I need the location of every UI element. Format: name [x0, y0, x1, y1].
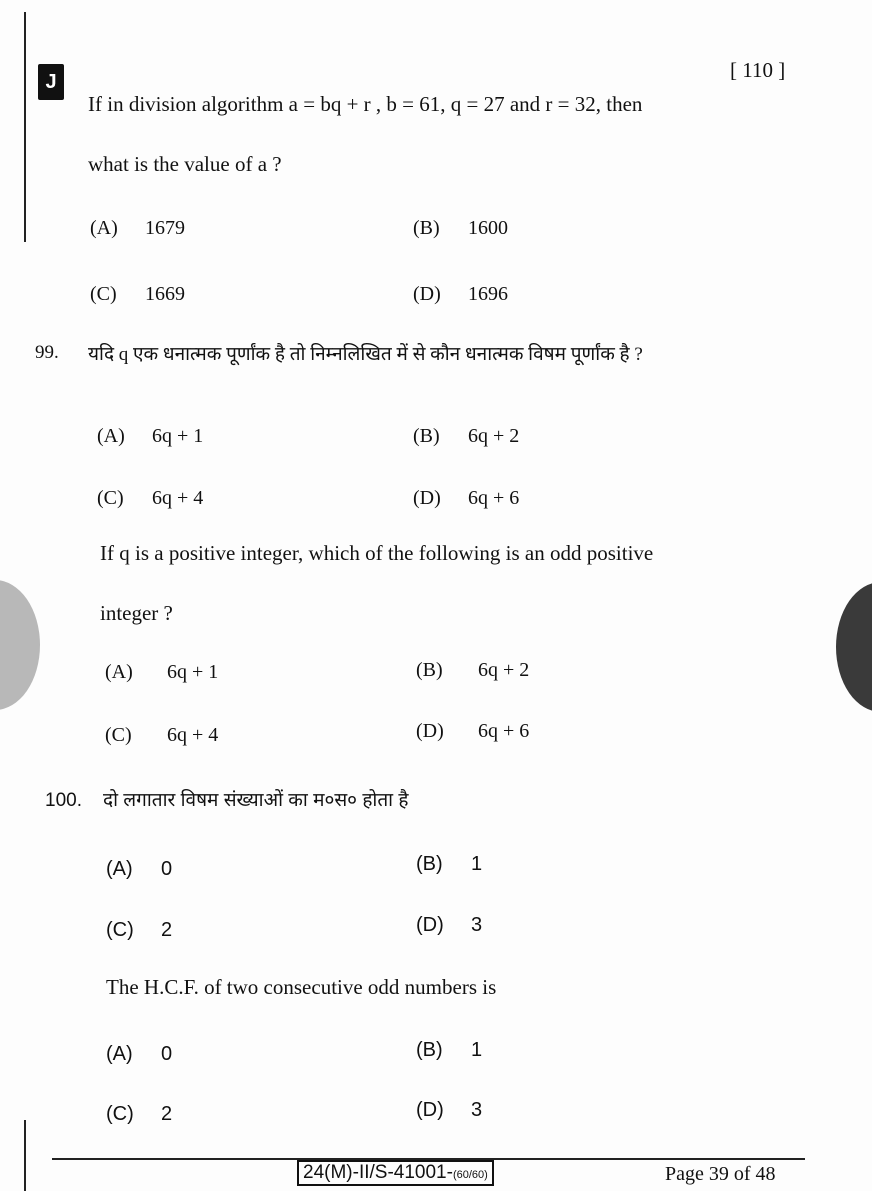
- option-a: (A) 6q + 1: [97, 425, 204, 447]
- option-d: (D) 6q + 6: [413, 487, 520, 509]
- punch-hole-right: [836, 582, 872, 712]
- option-b: (B) 1: [416, 1039, 483, 1061]
- question-99-number: 99.: [35, 342, 59, 363]
- option-b: (B) 1: [416, 853, 483, 875]
- option-a: (A) 0: [106, 858, 173, 880]
- option-b: (B) 1600: [413, 217, 508, 239]
- option-d: (D) 3: [416, 1099, 483, 1121]
- option-c: (C) 6q + 4: [105, 724, 219, 746]
- paper-code: 24(M)-II/S-41001-(60/60): [297, 1160, 494, 1186]
- margin-line: [24, 12, 26, 242]
- option-b: (B) 6q + 2: [416, 659, 530, 681]
- option-a: (A) 6q + 1: [105, 661, 219, 683]
- punch-hole-left: [0, 580, 40, 710]
- page-number: Page 39 of 48: [665, 1163, 776, 1185]
- option-c: (C) 2: [106, 919, 173, 941]
- set-badge: J: [38, 64, 64, 100]
- option-c: (C) 1669: [90, 283, 185, 305]
- page-ref: [ 110 ]: [730, 58, 786, 82]
- option-d: (D) 1696: [413, 283, 508, 305]
- question-98-line1: If in division algorithm a = bq + r , b = 61, q = 27 and r = 32, then: [88, 92, 643, 116]
- question-98-line2: what is the value of a ?: [88, 152, 282, 176]
- option-b: (B) 6q + 2: [413, 425, 520, 447]
- option-c: (C) 6q + 4: [97, 487, 204, 509]
- option-a: (A) 0: [106, 1043, 173, 1065]
- option-d: (D) 6q + 6: [416, 720, 530, 742]
- question-100-english: The H.C.F. of two consecutive odd numbers is: [106, 975, 497, 999]
- question-99-line1: If q is a positive integer, which of the following is an odd positive: [100, 541, 654, 565]
- question-99-hindi: यदि q एक धनात्मक पूर्णांक है तो निम्नलिखित में से कौन धनात्मक विषम पूर्णांक है ?: [88, 344, 643, 365]
- option-d: (D) 3: [416, 914, 483, 936]
- margin-line: [24, 1120, 26, 1191]
- option-c: (C) 2: [106, 1103, 173, 1125]
- question-99-line2: integer ?: [100, 601, 173, 625]
- question-100-number: 100.: [45, 790, 82, 811]
- option-a: (A) 1679: [90, 217, 185, 239]
- question-100-hindi: दो लगातार विषम संख्याओं का म०स० होता है: [103, 790, 409, 811]
